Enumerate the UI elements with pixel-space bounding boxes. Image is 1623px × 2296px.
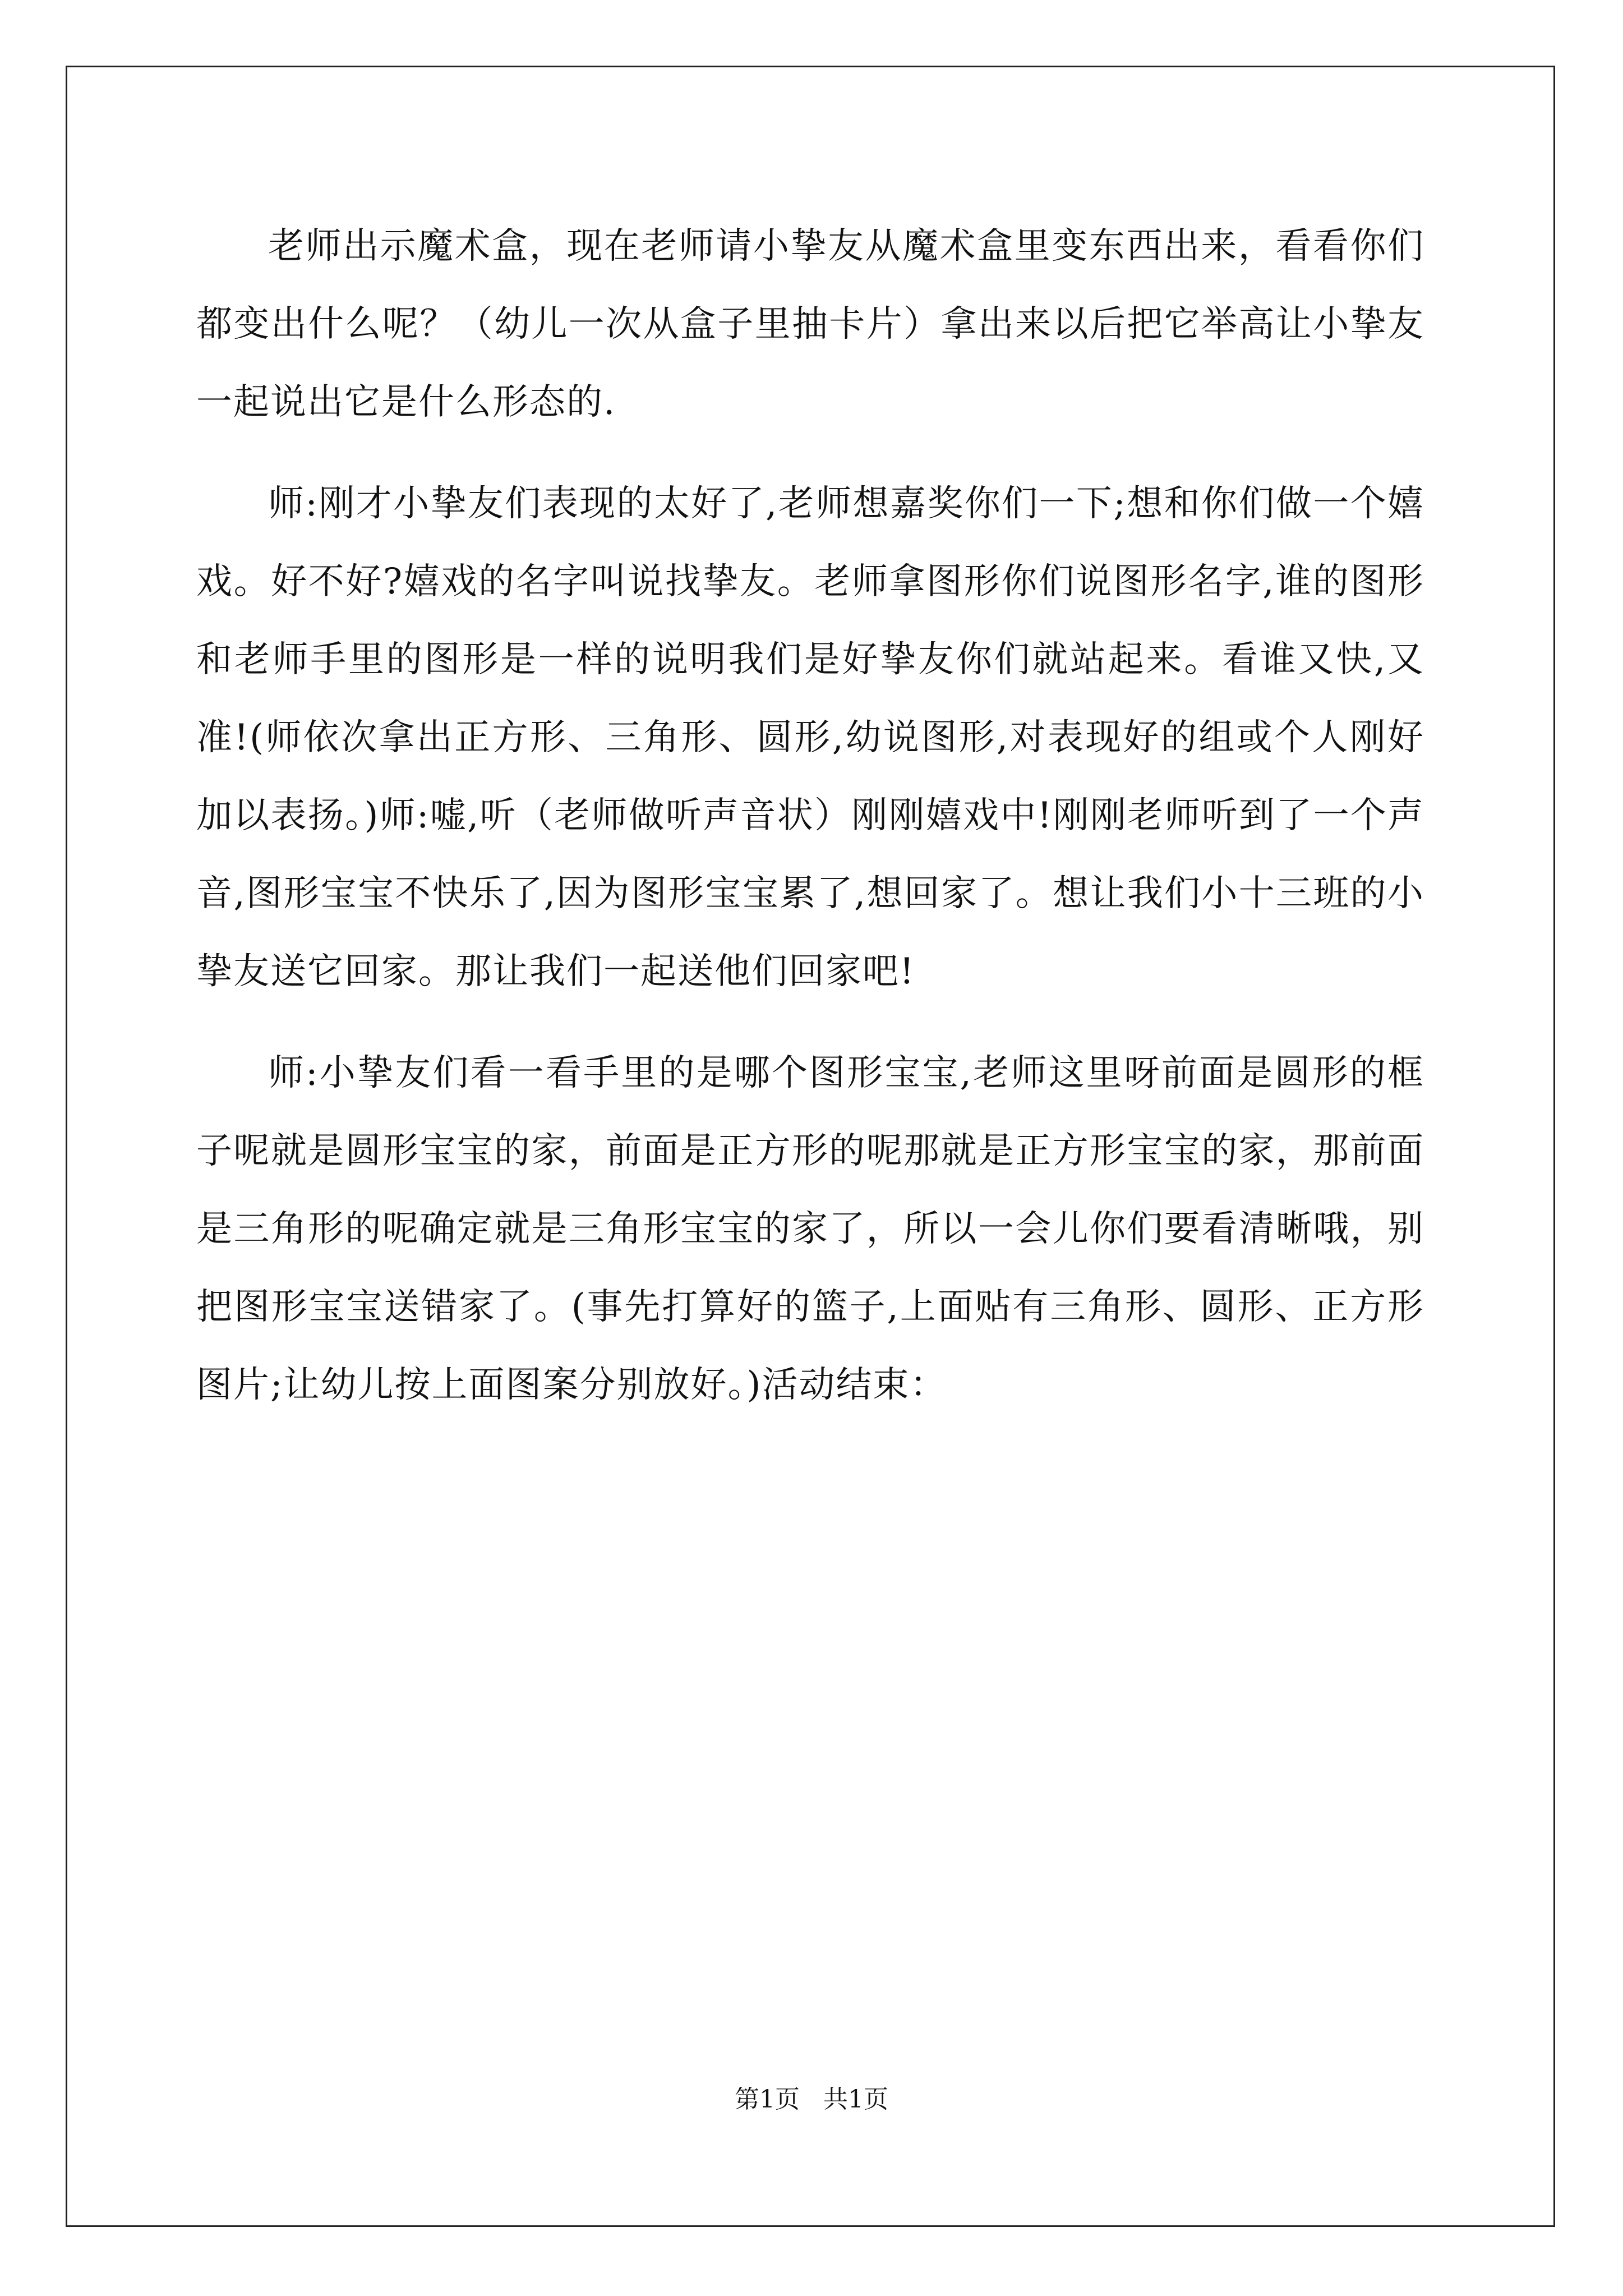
paragraph-2: 师:刚才小挚友们表现的太好了,老师想嘉奖你们一下;想和你们做一个嬉戏。好不好?嬉戏的名字叫说找挚友。老师拿图形你们说图形名字,谁的图形和老师手里的图形是一样的说明我们是好挚友你们就站起来。看谁又快,又准!(师依次拿出正方形、三角形、圆形,幼说图形,对表现好的组或个人刚好加以表扬。)师:嘘,听（老师做听声音状）刚刚嬉戏中!刚刚老师听到了一个声音,图形宝宝不快乐了,因为图形宝宝累了,想回家了。想让我们小十三班的小挚友送它回家。那让我们一起送他们回家吧! (196, 483, 1424, 992)
document-body (196, 208, 1424, 1448)
paragraph-1: 老师出示魔术盒，现在老师请小挚友从魔术盒里变东西出来，看看你们都变出什么呢？（幼儿一次从盒子里抽卡片）拿出来以后把它举高让小挚友一起说出它是什么形态的. (196, 226, 1424, 423)
page-number-current: 第1页 (735, 2085, 800, 2114)
paragraph-3: 师:小挚友们看一看手里的是哪个图形宝宝,老师这里呀前面是圆形的框子呢就是圆形宝宝的家，前面是正方形的呢那就是正方形宝宝的家，那前面是三角形的呢确定就是三角形宝宝的家了，所以一会儿你们要看清晰哦，别把图形宝宝送错家了。(事先打算好的篮子,上面贴有三角形、圆形、正方形图片;让幼儿按上面图案分别放好。)活动结束： (196, 1052, 1424, 1406)
page-footer (0, 2079, 1623, 2115)
page-number-total: 共1页 (823, 2085, 888, 2114)
